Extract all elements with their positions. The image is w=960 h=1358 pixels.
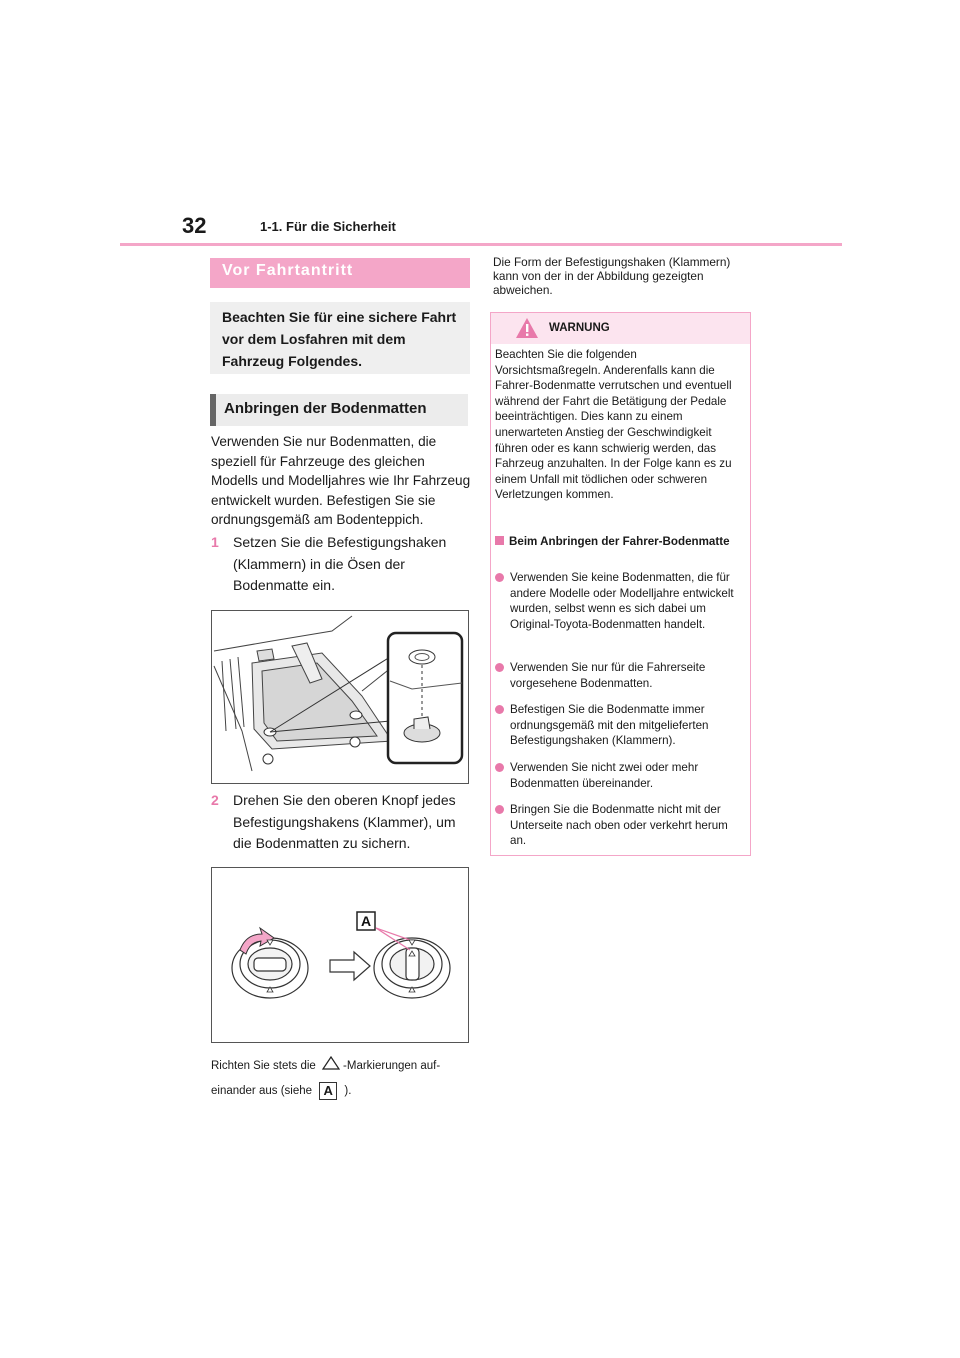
caption-text: einander aus (siehe xyxy=(211,1085,313,1098)
warning-bullet-text: Verwenden Sie nicht zwei oder mehr Bodenmatten übereinander. xyxy=(510,761,699,790)
page-title-bar xyxy=(210,258,470,288)
step-number: 2 xyxy=(211,792,219,808)
step-number: 1 xyxy=(211,534,219,550)
alignment-caption-line2 xyxy=(211,1082,351,1100)
circle-bullet-icon xyxy=(495,663,504,672)
figure-label-a: A xyxy=(360,913,372,929)
triangle-mark-icon xyxy=(321,1055,341,1071)
circle-bullet-icon xyxy=(495,763,504,772)
floor-mat-illustration xyxy=(211,610,469,784)
page-number: 32 xyxy=(182,213,207,238)
body-paragraph: Verwenden Sie nur Bodenmatten, die speziell für Fahrzeuge des gleichen Modells und Modelljahres wie Ihr Fahrzeug entwickelt wurden. Befestigen Sie sie ordnungsgemäß am Bodenteppich. xyxy=(211,434,471,527)
warning-bullet-text: Verwenden Sie keine Bodenmatten, die für andere Modelle oder Modelljahre entwickelt wurden, selbst wenn es sich dabei um Original-Toyota-Bodenmatten handelt. xyxy=(510,571,734,631)
header-divider xyxy=(120,243,842,246)
step-text: Setzen Sie die Befestigungshaken (Klammern) in die Ösen der Bodenmatte ein. xyxy=(233,534,447,593)
warning-triangle-icon xyxy=(515,317,539,339)
circle-bullet-icon xyxy=(495,705,504,714)
intro-text: Beachten Sie für eine sichere Fahrt vor dem Losfahren mit dem Fahrzeug Folgendes. xyxy=(222,309,457,369)
page-title: Vor Fahrtantritt xyxy=(222,262,354,279)
circle-bullet-icon xyxy=(495,573,504,582)
hook-rotation-illustration xyxy=(211,867,469,1043)
hook-shape-note: Die Form der Befestigungshaken (Klammern) kann von der in der Abbildung gezeigten abweichen. xyxy=(493,255,731,297)
subheading-accent xyxy=(210,394,216,426)
alignment-caption-line1 xyxy=(211,1055,440,1072)
warning-header xyxy=(491,313,750,344)
caption-text: ). xyxy=(344,1085,352,1098)
hook-rotation-drawing xyxy=(212,868,468,1042)
step-2 xyxy=(211,790,473,860)
section-title: 1-1. Für die Sicherheit xyxy=(260,219,396,234)
caption-text: -Markierungen auf- xyxy=(343,1060,441,1072)
circle-bullet-icon xyxy=(495,805,504,814)
square-bullet-icon xyxy=(495,536,504,545)
intro-box xyxy=(210,302,470,374)
subheading-bar xyxy=(210,394,468,426)
step-text: Drehen Sie den oberen Knopf jedes Befestigungshakens (Klammer), um die Bodenmatten zu sichern. xyxy=(233,792,456,851)
caption-text: Richten Sie stets die xyxy=(211,1060,316,1072)
warning-title: WARNUNG xyxy=(549,322,610,334)
warning-subheading xyxy=(495,534,745,550)
warning-bullet-text: Bringen Sie die Bodenmatte nicht mit der Unterseite nach oben oder verkehrt herum an. xyxy=(510,803,728,848)
step-1 xyxy=(211,532,473,602)
subheading: Anbringen der Bodenmatten xyxy=(224,400,427,417)
warning-box xyxy=(490,312,751,856)
label-a-badge: A xyxy=(319,1082,337,1100)
floor-mat-drawing xyxy=(212,611,468,783)
warning-bullet-text: Verwenden Sie nur für die Fahrerseite vorgesehene Bodenmatten. xyxy=(510,661,706,690)
warning-intro: Beachten Sie die folgenden Vorsichtsmaßregeln. Anderenfalls kann die Fahrer-Bodenmatte verrutschen und eventuell während der Fahrt die Betätigung der Pedale beeinträchtigen. Dies kann zu einem unerwarteten Anstieg der Geschwindigkeit führen oder es kann schwierig werden, das Fahrzeug anzuhalten. In der Folge kann es zu einem Unfall mit tödlichen oder schweren Verletzungen kommen. xyxy=(495,348,732,502)
warning-subheading-text: Beim Anbringen der Fahrer-Bodenmatte xyxy=(509,535,730,548)
warning-bullet-text: Befestigen Sie die Bodenmatte immer ordnungsgemäß mit den mitgelieferten Befestigungshaken (Klammern). xyxy=(510,703,709,748)
